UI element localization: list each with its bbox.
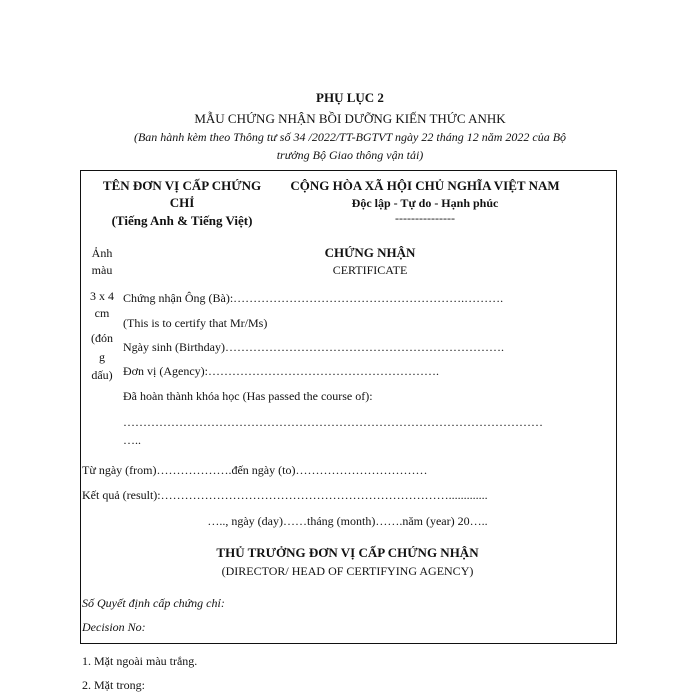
certify-name-field: Chứng nhận Ông (Bà):………………………………………………….……….	[123, 291, 504, 305]
signature-title-en: (DIRECTOR/ HEAD OF CERTIFYING AGENCY)	[221, 564, 474, 578]
note-outer-color: 1. Mặt ngoài màu trắng.	[82, 654, 198, 668]
result-field: Kết quả (result):……………………………………………………………….............	[82, 488, 488, 502]
certify-name-en: (This is to certify that Mr/Ms)	[123, 316, 268, 330]
photo-label-line3: 3 x 4	[90, 289, 114, 303]
photo-label-line1: Ảnh	[91, 246, 113, 260]
course-line: ……………………………………………………………………………………………	[123, 415, 543, 429]
national-motto: Độc lập - Tự do - Hạnh phúc	[351, 196, 499, 210]
agency-field: Đơn vị (Agency):………………………………………………….	[123, 364, 439, 378]
issuer-name-line2: CHỈ	[169, 195, 195, 210]
subtitle-line2: trưởng Bộ Giao thông vận tải)	[276, 148, 424, 162]
certificate-title-en: CERTIFICATE	[332, 263, 408, 277]
national-title: CỘNG HÒA XÃ HỘI CHỦ NGHĨA VIỆT NAM	[290, 178, 560, 193]
photo-label-line4: cm	[94, 306, 110, 320]
subtitle-line1: (Ban hành kèm theo Thông tư số 34 /2022/TT-BGTVT ngày 22 tháng 12 năm 2022 của Bộ	[133, 130, 567, 144]
motto-divider: ---------------	[395, 211, 455, 225]
note-inner: 2. Mặt trong:	[82, 678, 145, 692]
issuer-name-line1: TÊN ĐƠN VỊ CẤP CHỨNG	[102, 178, 262, 193]
issue-date-line: ….., ngày (day)……tháng (month)…….năm (year) 20…..	[207, 514, 488, 528]
issuer-language-note: (Tiếng Anh & Tiếng Việt)	[111, 213, 253, 228]
decision-number-en: Decision No:	[82, 620, 146, 634]
photo-label-line7: dấu)	[91, 368, 113, 382]
photo-label-line2: màu	[91, 263, 113, 277]
appendix-title: PHỤ LỤC 2	[316, 90, 384, 105]
photo-label-line6: g	[99, 350, 105, 364]
form-title: MẪU CHỨNG NHẬN BỒI DƯỠNG KIẾN THỨC ANHK	[194, 111, 506, 126]
signature-title-vi: THỦ TRƯỞNG ĐƠN VỊ CẤP CHỨNG NHẬN	[216, 545, 479, 560]
birthday-field: Ngày sinh (Birthday)…………………………………………………………….	[123, 340, 504, 354]
decision-number-vi: Số Quyết định cấp chứng chỉ:	[82, 596, 225, 610]
certificate-title-vi: CHỨNG NHẬN	[324, 245, 416, 260]
course-label: Đã hoàn thành khóa học (Has passed the course of):	[123, 389, 373, 403]
date-range-field: Từ ngày (from)……………….đến ngày (to)……………………………	[82, 463, 428, 477]
photo-label-line5: (đón	[91, 331, 113, 345]
course-line-tail: …..	[123, 433, 141, 447]
